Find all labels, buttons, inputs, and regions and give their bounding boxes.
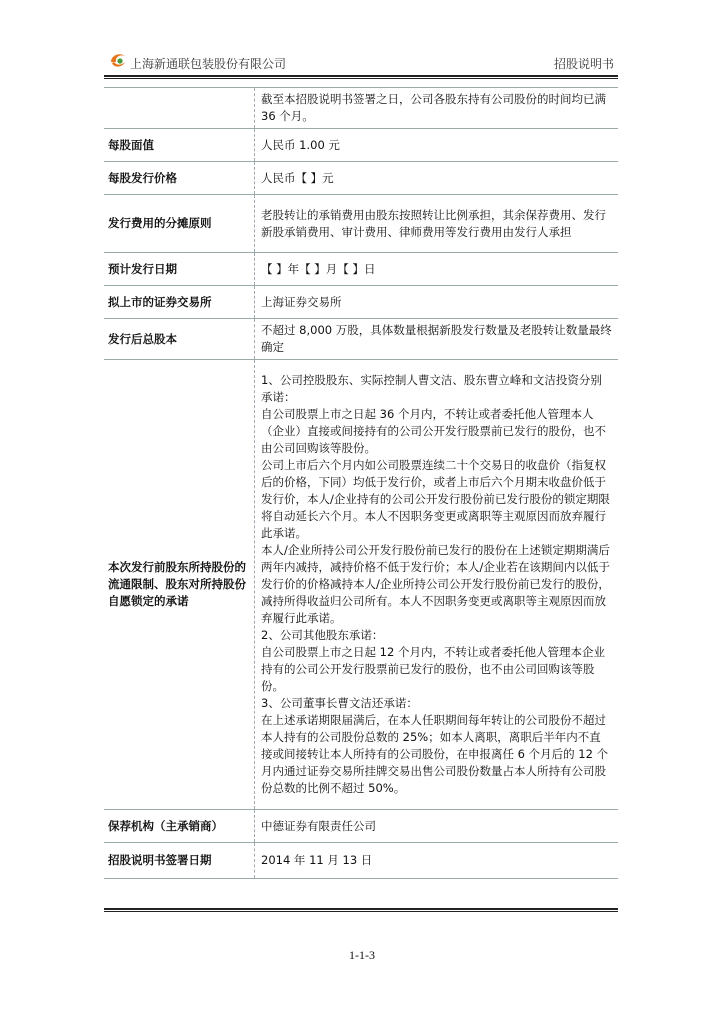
value-paragraph: 1、公司控股股东、实际控制人曹文洁、股东曹立峰和文洁投资分别承诺：: [261, 373, 602, 404]
offering-summary-table: [104, 87, 618, 879]
value-paragraph: 公司上市后六个月内如公司股票连续二十个交易日的收盘价（指复权后的价格，下同）均低于发行价，或者上市后六个月期末收盘价低于发行价，本人/企业持有的公司公开发行股份前已发行股份的锁定期限将自动延长六个月。本人不因职务变更或离职等主观原因而放弃履行此承诺。: [261, 458, 610, 540]
value-paragraph: 中德证券有限责任公司: [261, 818, 376, 833]
row-label: 保荐机构（主承销商）: [104, 810, 255, 843]
table-row: [104, 810, 618, 843]
row-value: [255, 810, 619, 843]
row-label: 每股面值: [104, 129, 255, 162]
row-label: 发行后总股本: [104, 319, 255, 360]
row-value: [255, 253, 619, 286]
value-paragraph: 截至本招股说明书签署之日，公司各股东持有公司股份的时间均已满 36 个月。: [261, 92, 606, 123]
value-paragraph: 2、公司其他股东承诺：: [261, 628, 384, 642]
value-paragraph: 人民币【 】元: [261, 170, 334, 185]
page-number: 1-1-3: [349, 948, 375, 962]
row-label: 发行费用的分摊原则: [104, 195, 255, 253]
value-paragraph: 本人/企业所持公司公开发行股份前已发行的股份在上述锁定期期满后两年内减持，减持价格不低于发行价；本人/企业若在该期间内以低于发行价的价格减持本人/企业所持公司公开发行股份前已发行的股份，减持所得收益归公司所有。本人不因职务变更或离职等主观原因而放弃履行此承诺。: [261, 543, 610, 625]
value-paragraph: 自公司股票上市之日起 36 个月内，不转让或者委托他人管理本人（企业）直接或间接持有的公司公开发行股票前已发行的股份，也不由公司回购该等股份。: [261, 407, 606, 455]
row-value: [255, 129, 619, 162]
row-label: [104, 88, 255, 129]
table-row: [104, 286, 618, 319]
value-paragraph: 在上述承诺期限届满后，在本人任职期间每年转让的公司股份不超过本人持有的公司股份总数的 25%；如本人离职，离职后半年内不直接或间接转让本人所持有的公司股份，在申报离任 6 个月后的 12 个月内通过证券交易所挂牌交易出售公司股份数量占本人所持有公司股份总数的比例不超过 50%。: [261, 713, 609, 795]
row-value: [255, 843, 619, 879]
value-paragraph: 【 】年【 】月【 】日: [261, 261, 376, 276]
header-divider: [104, 75, 618, 77]
table-row: [104, 129, 618, 162]
table-row: [104, 195, 618, 253]
value-paragraph: 不超过 8,000 万股，具体数量根据新股发行数量及老股转让数量最终确定: [261, 323, 612, 354]
row-label: 拟上市的证券交易所: [104, 286, 255, 319]
row-value: [255, 360, 619, 810]
value-paragraph: 老股转让的承销费用由股东按照转让比例承担，其余保荐费用、发行新股承销费用、审计费用、律师费用等发行费用由发行人承担: [261, 207, 606, 239]
page-header: [104, 50, 618, 74]
value-paragraph: 2014 年 11 月 13 日: [261, 853, 373, 867]
table-row: [104, 843, 618, 879]
document-title: 招股说明书: [553, 57, 614, 71]
header-divider-thin: [104, 78, 618, 79]
table-bottom-divider: [104, 908, 618, 910]
row-value: [255, 286, 619, 319]
table-row: [104, 162, 618, 195]
row-value: [255, 319, 619, 360]
value-paragraph: 人民币 1.00 元: [261, 137, 340, 152]
row-label: 预计发行日期: [104, 253, 255, 286]
company-name: 上海新通联包装股份有限公司: [130, 57, 287, 71]
table-row: [104, 360, 618, 810]
row-label: 每股发行价格: [104, 162, 255, 195]
table-row: [104, 88, 618, 129]
row-value: [255, 195, 619, 253]
value-paragraph: 上海证券交易所: [261, 294, 342, 309]
row-value: [255, 88, 619, 129]
table-bottom-divider-thin: [104, 911, 618, 912]
company-logo-icon: [108, 50, 128, 70]
value-paragraph: 3、公司董事长曹文洁还承诺：: [261, 696, 418, 710]
table-row: [104, 319, 618, 360]
row-label: 本次发行前股东所持股份的流通限制、股东对所持股份自愿锁定的承诺: [104, 360, 255, 810]
row-label: 招股说明书签署日期: [104, 843, 255, 879]
table-row: [104, 253, 618, 286]
value-paragraph: 自公司股票上市之日起 12 个月内，不转让或者委托他人管理本企业持有的公司公开发行股票前已发行的股份，也不由公司回购该等股份。: [261, 645, 605, 693]
row-value: [255, 162, 619, 195]
